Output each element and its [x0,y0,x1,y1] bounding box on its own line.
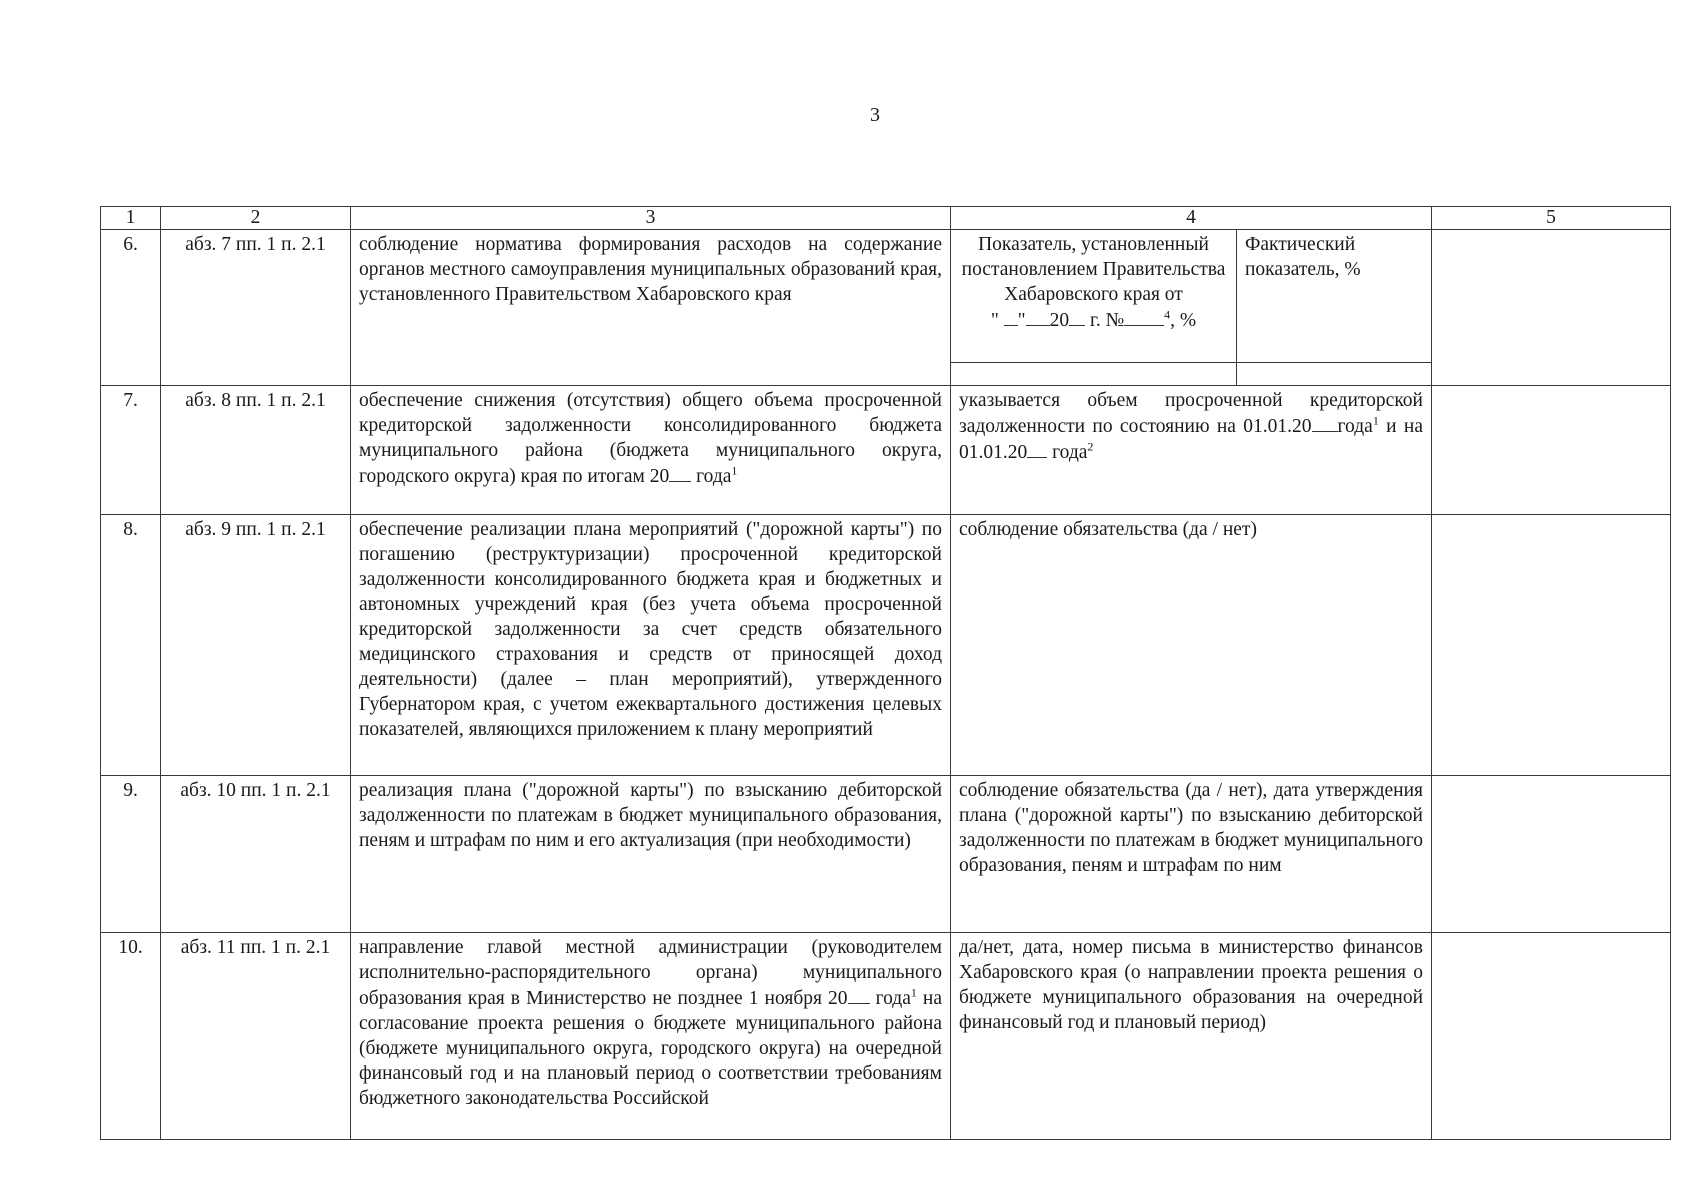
value-text-2: года [1337,416,1373,437]
indicators-table [100,206,1671,1140]
footnote-mark: 1 [731,463,738,478]
quote-open: " [990,310,999,331]
desc-text-3: на согласование проекта решения о бюджете муниципального района (бюджете муниципального округа, городского округа) на очередной финансовый год и на плановый период о соответствии требованиям бюджетного законодательства Российской [359,988,942,1109]
desc-text-2: года [691,466,732,487]
quote-close: " [1017,310,1026,331]
row-number: 9. [101,776,161,933]
row-reference: абз. 10 пп. 1 п. 2.1 [161,776,351,933]
indicator-actual-value [1237,363,1432,386]
month-blank [1026,307,1050,326]
row-reference: абз. 11 пп. 1 п. 2.1 [161,933,351,1140]
table-row [101,776,1671,933]
desc-text-2: года [869,988,911,1009]
year-text: 20 [1049,310,1070,331]
row-number: 7. [101,386,161,515]
row-description [351,933,951,1140]
header-col-5: 5 [1432,207,1671,230]
header-col-4: 4 [951,207,1432,230]
row-col5 [1432,776,1671,933]
row-col5 [1432,386,1671,515]
row-number: 8. [101,515,161,776]
day-blank [1004,307,1018,326]
row-value: да/нет, дата, номер письма в министерство финансов Хабаровского края (о направлении проекта решения о бюджете муниципального образования на очередной финансовый год и плановый период) [951,933,1432,1140]
header-col-1: 1 [101,207,161,230]
value-text-3: и на 01.01.20 [959,416,1423,463]
footnote-mark: 2 [1087,439,1094,454]
row-indicator-actual: Фактический показатель, % [1237,230,1432,363]
row-description: соблюдение норматива формирования расходов на содержание органов местного самоуправления муниципальных образований края, установленного Правительством Хабаровского края [351,230,951,386]
desc-text: направление главой местной администрации (руководителем исполнительно-распорядительного органа) муниципального образования края в Министерство не позднее 1 ноября 20 [359,937,942,1009]
page-number: 3 [870,104,880,126]
row-description: обеспечение реализации плана мероприятий ("дорожной карты") по погашению (реструктуризации) просроченной кредиторской задолженности консолидированного бюджета края и бюджетных и автономных учреждений края (без учета объема просроченной кредиторской задолженности за счет средств обязательного медицинского страхования и средств от приносящей доход деятельности) (далее – план мероприятий), утвержденного Губернатором края, с учетом ежеквартального достижения целевых показателей, являющихся приложением к плану мероприятий [351,515,951,776]
footnote-mark: 1 [1372,413,1379,428]
row-reference: абз. 8 пп. 1 п. 2.1 [161,386,351,515]
row-col5 [1432,230,1671,386]
row-reference: абз. 7 пп. 1 п. 2.1 [161,230,351,386]
table-row [101,515,1671,776]
value-text-4: года [1047,442,1088,463]
row-description [351,386,951,515]
row-value [951,386,1432,515]
row-number: 10. [101,933,161,1140]
footnote-mark: 1 [910,985,917,1000]
header-col-2: 2 [161,207,351,230]
percent-unit: , % [1170,310,1197,331]
indicator-established-text: Показатель, установленный постановлением Правительства Хабаровского края от [961,234,1226,305]
row-col5 [1432,515,1671,776]
row-description: реализация плана ("дорожной карты") по взысканию дебиторской задолженности по платежам в бюджет муниципального образования, пеням и штрафам по ним и его актуализация (при необходимости) [351,776,951,933]
row-number: 6. [101,230,161,386]
table-header-row [101,207,1671,230]
header-col-3: 3 [351,207,951,230]
number-blank [1124,307,1164,326]
footnote-mark: 4 [1164,307,1171,322]
year-blank [848,985,870,1004]
table-row [101,230,1671,363]
row-reference: абз. 9 пп. 1 п. 2.1 [161,515,351,776]
table-row [101,933,1671,1140]
row-value: соблюдение обязательства (да / нет), дата утверждения плана ("дорожной карты") по взысканию дебиторской задолженности по платежам в бюджет муниципального образования, пеням и штрафам по ним [951,776,1432,933]
year-blank [669,463,691,482]
year-blank [1312,413,1338,432]
table-row [101,386,1671,515]
indicator-established-value [951,363,1237,386]
year-blank [1027,439,1047,458]
value-text: указывается объем просроченной кредиторской задолженности по состоянию на 01.01.20 [959,390,1423,437]
row-col5 [1432,933,1671,1140]
number-label: г. № [1090,310,1125,331]
row-value: соблюдение обязательства (да / нет) [951,515,1432,776]
row-indicator-established [951,230,1237,363]
year-blank [1069,307,1085,326]
desc-text: обеспечение снижения (отсутствия) общего объема просроченной кредиторской задолженности консолидированного бюджета муниципального района (бюджета муниципального округа, городского округа) края по итогам 20 [359,390,942,487]
